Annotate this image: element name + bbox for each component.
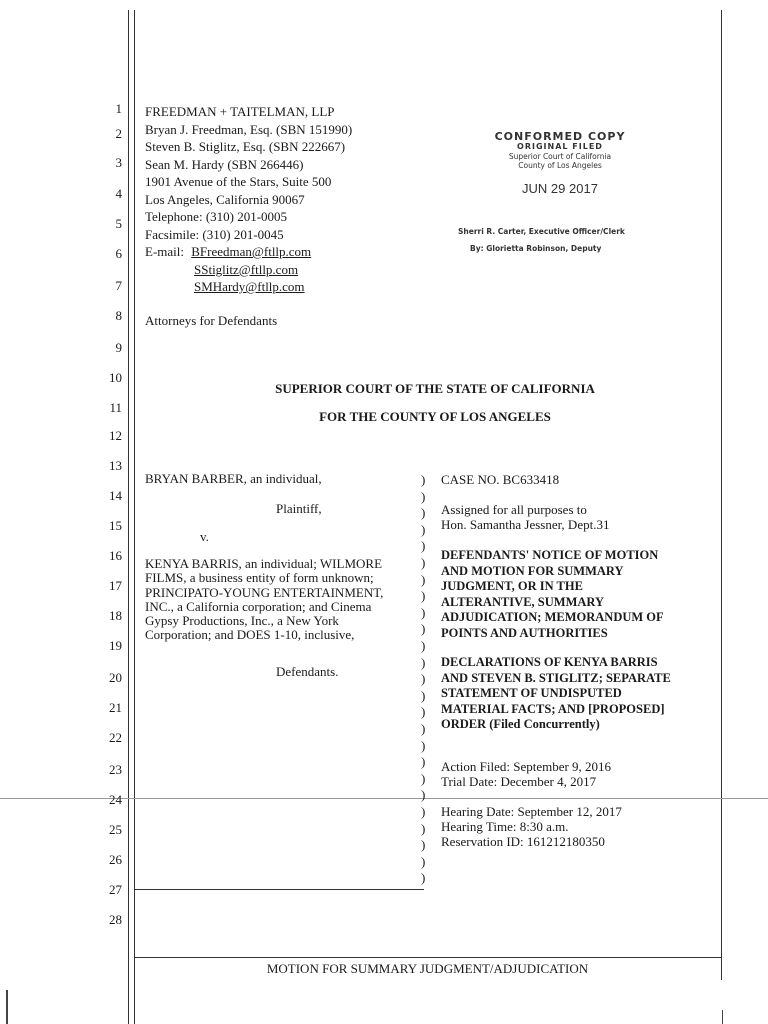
caption-paren: ) (421, 638, 426, 653)
filing-stamp (462, 131, 658, 196)
caption-paren: ) (421, 837, 426, 853)
caption-paren: ) (421, 571, 426, 587)
left-margin-rule-inner (134, 10, 135, 1024)
email-link-hardy[interactable]: SMHardy@ftllp.com (194, 279, 305, 294)
line-number: 20 (109, 670, 122, 685)
defendants-block (145, 557, 383, 643)
firm-address-line2: Los Angeles, California 90067 (145, 191, 305, 207)
stamp-officer: Sherri R. Carter, Executive Officer/Clerk (458, 227, 625, 236)
line-number: 7 (115, 278, 122, 293)
stamp-original-filed: ORIGINAL FILED (517, 142, 603, 151)
caption-paren: ) (421, 787, 426, 803)
declarations-title-line: ORDER (Filed Concurrently) (441, 717, 600, 731)
email-row-2 (145, 261, 352, 279)
stamp-conformed-copy: CONFORMED COPY (494, 130, 626, 143)
caption-paren: ) (421, 472, 426, 487)
line-number: 12 (109, 428, 122, 443)
court-name: SUPERIOR COURT OF THE STATE OF CALIFORNIA (275, 381, 595, 396)
caption-paren: ) (421, 737, 426, 753)
declarations-title-line: DECLARATIONS OF KENYA BARRIS (441, 655, 658, 669)
assigned-line1: Assigned for all purposes to (441, 502, 587, 517)
attorney-freedman: Bryan J. Freedman, Esq. (SBN 151990) (145, 121, 353, 137)
line-number: 16 (109, 548, 122, 563)
declarations-title (441, 655, 671, 733)
line-number: 18 (109, 608, 122, 623)
attorney-hardy: Sean M. Hardy (SBN 266446) (145, 156, 304, 172)
caption-paren: ) (421, 704, 426, 720)
court-county: FOR THE COUNTY OF LOS ANGELES (319, 409, 551, 424)
defendants-line: INC., a California corporation; and Cinema (145, 598, 372, 614)
line-number: 5 (115, 216, 122, 231)
line-number: 9 (115, 340, 122, 355)
line-number: 27 (109, 882, 122, 897)
caption-paren: ) (421, 804, 426, 819)
footer-rule (134, 957, 721, 958)
hearing-block (441, 804, 622, 849)
line-number: 24 (109, 792, 122, 807)
line-number: 2 (115, 126, 122, 141)
line-number: 28 (109, 912, 122, 927)
attorney-stiglitz: Steven B. Stiglitz, Esq. (SBN 222667) (145, 139, 346, 154)
hearing-time: Hearing Time: 8:30 a.m. (441, 819, 569, 834)
caption-paren: ) (421, 671, 426, 687)
caption-paren: ) (421, 521, 426, 537)
email-link-freedman[interactable]: BFreedman@ftllp.com (191, 244, 312, 259)
motion-title-line: POINTS AND AUTHORITIES (441, 625, 608, 640)
motion-title-line: ADJUDICATION; MEMORANDUM OF (441, 610, 664, 624)
email-row-3 (145, 278, 352, 296)
line-number: 19 (109, 638, 122, 653)
footer-title: MOTION FOR SUMMARY JUDGMENT/ADJUDICATION (266, 961, 589, 976)
caption-paren: ) (421, 820, 426, 836)
line-number: 17 (109, 578, 122, 593)
caption-paren: ) (421, 721, 426, 736)
caption-bottom-line (134, 889, 424, 890)
defendants-line: Gypsy Productions, Inc., a New York (145, 613, 339, 629)
defendants-line: FILMS, a business entity of form unknown; (145, 570, 374, 586)
email-label: E-mail: (145, 244, 184, 259)
firm-name: FREEDMAN + TAITELMAN, LLP (145, 104, 335, 119)
case-number: CASE NO. BC633418 (441, 472, 560, 487)
assigned-line2: Hon. Samantha Jessner, Dept.31 (441, 517, 610, 532)
line-number: 14 (109, 488, 122, 503)
line-number: 13 (109, 458, 122, 473)
defendants-line: Corporation; and DOES 1-10, inclusive, (145, 627, 355, 643)
caption-paren: ) (421, 754, 426, 770)
caption-paren: ) (421, 604, 426, 620)
reservation-id: Reservation ID: 161212180350 (441, 834, 605, 849)
attorneys-for: Attorneys for Defendants (145, 313, 278, 328)
caption-paren: ) (421, 870, 426, 886)
caption-paren: ) (421, 654, 426, 670)
page-edge-right-mark (722, 1010, 723, 1024)
stamp-county: County of Los Angeles (518, 161, 602, 170)
motion-title-line: JUDGMENT, OR IN THE (441, 579, 583, 593)
motion-title (441, 548, 664, 641)
line-number: 11 (109, 400, 122, 415)
stamp-deputy: By: Glorietta Robinson, Deputy (470, 244, 602, 253)
assignment-block (441, 502, 609, 532)
motion-title-line: ALTERANTIVE, SUMMARY (441, 594, 605, 609)
hearing-date: Hearing Date: September 12, 2017 (441, 804, 622, 819)
stamp-court: Superior Court of California (508, 152, 612, 161)
versus: v. (200, 529, 209, 544)
caption-paren: ) (421, 687, 426, 703)
caption-paren: ) (421, 505, 426, 521)
page-edge-left-mark (6, 990, 8, 1024)
declarations-title-line: STATEMENT OF UNDISPUTED (441, 686, 622, 700)
declarations-title-line: MATERIAL FACTS; AND [PROPOSED] (441, 701, 665, 716)
motion-title-line: DEFENDANTS' NOTICE OF MOTION (441, 548, 659, 562)
caption-paren: ) (421, 488, 426, 504)
line-number: 15 (109, 518, 122, 533)
line-number: 6 (115, 246, 122, 261)
caption-paren: ) (421, 621, 426, 637)
line-number: 26 (109, 852, 122, 867)
motion-title-line: AND MOTION FOR SUMMARY (441, 563, 624, 578)
action-filed: Action Filed: September 9, 2016 (441, 759, 612, 774)
left-margin-rule-outer (128, 10, 129, 1024)
defendants-line: PRINCIPATO-YOUNG ENTERTAINMENT, (145, 584, 384, 600)
right-margin-rule (721, 10, 722, 980)
firm-block (145, 103, 352, 296)
line-number: 1 (115, 101, 122, 116)
stamp-date: JUN 29 2017 (522, 181, 598, 196)
plaintiff-label: Plaintiff, (276, 501, 322, 516)
firm-telephone: Telephone: (310) 201-0005 (145, 209, 288, 224)
firm-facsimile: Facsimile: (310) 201-0045 (145, 226, 284, 242)
firm-address-line1: 1901 Avenue of the Stars, Suite 500 (145, 174, 332, 189)
dates-block (441, 759, 611, 789)
caption-paren: ) (421, 588, 426, 604)
defendants-label: Defendants. (276, 664, 339, 679)
line-number: 25 (109, 822, 122, 837)
declarations-title-line: AND STEVEN B. STIGLITZ; SEPARATE (441, 670, 671, 685)
defendants-line: KENYA BARRIS, an individual; WILMORE (145, 556, 383, 571)
plaintiff-name: BRYAN BARBER, an individual, (145, 471, 322, 486)
line-number: 4 (115, 186, 122, 201)
line-number: 8 (115, 308, 122, 323)
line-number: 22 (109, 730, 122, 745)
line-number: 10 (109, 370, 122, 385)
line-number: 23 (109, 762, 122, 777)
trial-date: Trial Date: December 4, 2017 (441, 774, 597, 789)
line-number: 21 (109, 700, 122, 715)
line-number: 3 (115, 155, 122, 170)
caption-paren: ) (421, 555, 426, 570)
caption-paren: ) (421, 538, 426, 554)
caption-paren: ) (421, 770, 426, 786)
caption-paren: ) (421, 853, 426, 869)
email-link-stiglitz[interactable]: SStiglitz@ftllp.com (194, 261, 299, 277)
email-row (145, 243, 352, 261)
